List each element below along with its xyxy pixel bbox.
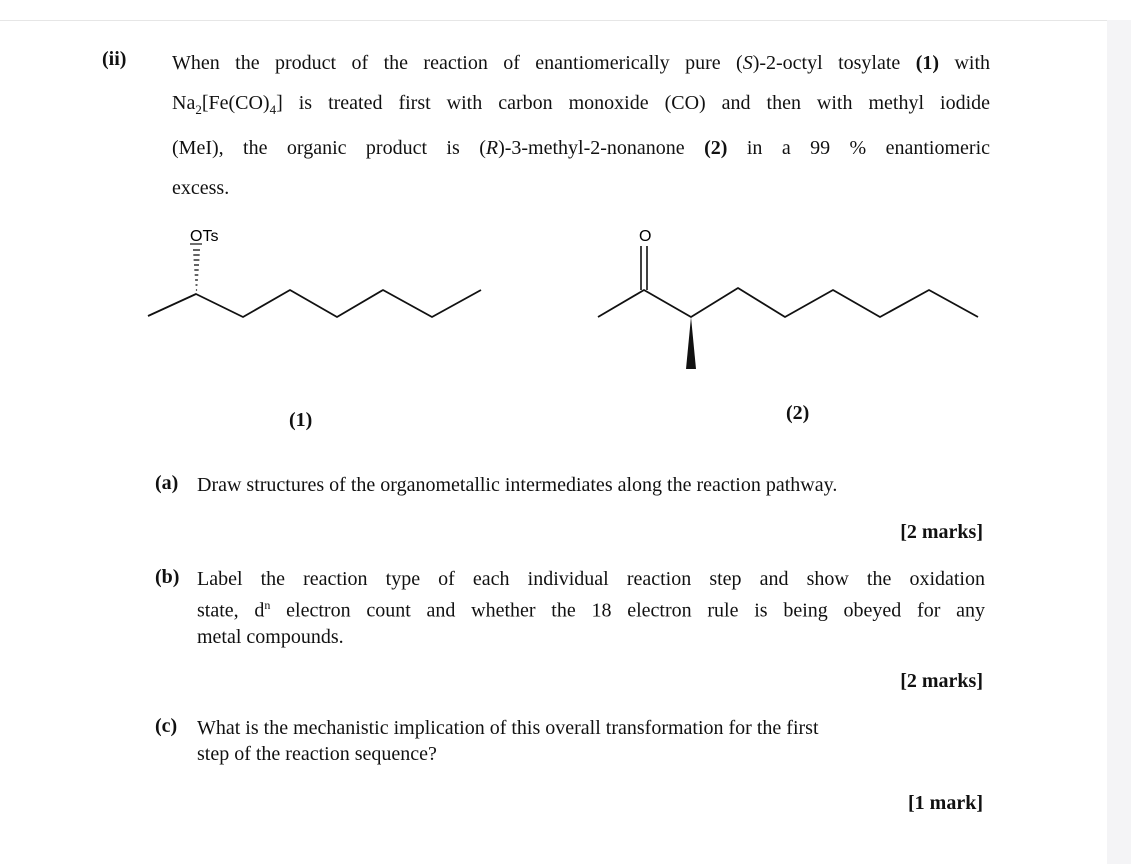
part-c-letter: (c) <box>155 715 178 737</box>
part-c-text <box>197 715 819 767</box>
intro-line-3: (MeI), the organic product is (R)-3-methyl-2-nonanone (2) in a 99 % enantiomeric <box>172 137 990 159</box>
structure-2-diagram <box>588 220 988 380</box>
part-a-marks: [2 marks] <box>900 521 983 543</box>
top-divider <box>0 20 1131 21</box>
part-a <box>155 472 985 502</box>
part-b <box>155 566 985 646</box>
question-number: (ii) <box>102 48 127 70</box>
part-b-marks: [2 marks] <box>900 670 983 692</box>
part-a-letter: (a) <box>155 472 179 494</box>
part-b-letter: (b) <box>155 566 180 588</box>
carbon-chain-1 <box>148 290 481 317</box>
intro-line-1: When the product of the reaction of enantiomerically pure (S)-2-octyl tosylate (1) with <box>172 52 990 74</box>
structure-1-caption: (1) <box>289 409 313 431</box>
part-a-text: Draw structures of the organometallic intermediates along the reaction pathway. <box>197 474 838 496</box>
part-c-line-2: step of the reaction sequence? <box>197 743 437 765</box>
question-intro <box>172 44 990 208</box>
carbon-chain-2 <box>598 288 978 317</box>
carbonyl-o-label: O <box>639 228 652 245</box>
part-c <box>155 715 985 770</box>
part-b-line-2: state, $d^n$ electron count and whether the 18 electron rule is being obeyed for any <box>197 598 985 622</box>
scrollbar-track[interactable] <box>1107 20 1131 864</box>
part-c-line-1: What is the mechanistic implication of this overall transformation for the first <box>197 717 819 739</box>
structure-2-caption: (2) <box>786 402 810 424</box>
part-b-line-3: metal compounds. <box>197 625 344 648</box>
intro-line-2: $Na_2[Fe(CO)_4]$ is treated first with carbon monoxide (CO) and then with methyl iodide <box>172 91 990 117</box>
part-c-marks: [1 mark] <box>908 792 983 814</box>
wedge-bond <box>686 317 696 369</box>
intro-line-4: excess. <box>172 176 230 199</box>
part-b-line-1: Label the reaction type of each individual reaction step and show the oxidation <box>197 568 985 590</box>
hashed-wedge-bond <box>193 250 200 290</box>
ots-label: OTs <box>190 228 219 245</box>
part-b-text <box>197 566 985 650</box>
structure-1-diagram <box>140 220 500 330</box>
